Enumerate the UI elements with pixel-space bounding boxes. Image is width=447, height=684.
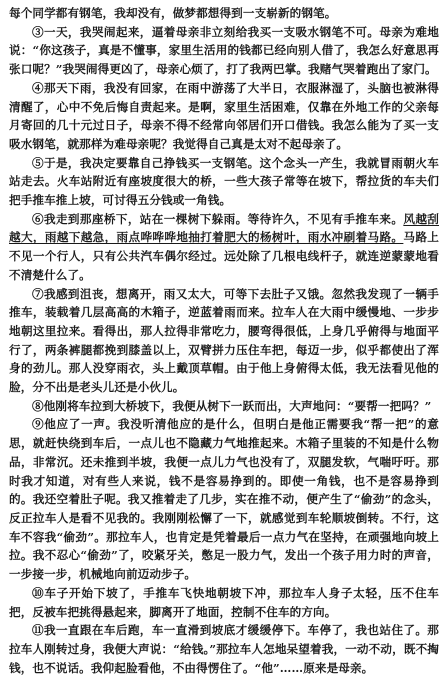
paragraph-text: ⑩车子开始下坡了，手推车飞快地朝坡下冲，那拉车人身子太轻，压不住车把，反被车把挑得悬起来，脚离开了地面，控制不住车的方向。 [9,585,439,619]
paragraph-text: 每个同学都有钢笔，我却没有，做梦都想得到一支崭新的钢笔。 [9,6,337,20]
paragraph-text: ⑧他刚将车拉到大桥坡下，我便从树下一跃而出，大声地问：“要帮一把吗？” [32,398,432,413]
paragraph-text: ⑪我一直跟在车后跑，车一直滑到坡底才缓缓停下。车停了，我也站住了。那拉车人刚转过身，我便大声说：“给钱。”那拉车人怎地呆望着我，一动不动，既不掏钱，也不说话。我仰起脸看他，不由得愣住了。“他”……原来是母亲。 [9,623,439,675]
paragraph-text: ③一天，我哭闹起来，逼着母亲非立刻给我买一支吸水钢笔不可。母亲为难地说：“你这孩子，真是不懂事，家里生活用的钱都已经向别人借了，我怎么好意思再张口呢？”我哭闹得更凶了，母亲心烦了，打了我两巴掌。我赌气哭着跑出了家门。 [9,24,439,77]
paragraph-p2-tail [9,4,439,23]
paragraph-text: ⑤于是，我决定要靠自己挣钱买一支钢笔。这个念头一产生，我就冒雨朝火车站走去。火车站附近有座坡度很大的桥，一些大孩子常等在坡下，帮拉货的车夫们把手推车推上坡，可讨得五分钱或一角钱。 [9,155,439,208]
underlined-sentence: 风越刮越大，雨越下越急，雨点哗哗哗地抽打着肥大的杨树叶，雨水冲刷着马路。 [9,211,439,245]
paragraph-text: 马路上不见一个行人，只有公共汽车偶尔经过。远处除了几根电线杆子，就连逆蒙蒙地看不清楚什么了。 [9,230,439,282]
paragraph-p8 [9,397,439,416]
paragraph-p10 [9,584,439,621]
paragraph-text: ⑦我感到沮丧，想离开，雨又太大，可等下去肚子又饿。忽然我发现了一辆手推车，装载着几层高高的木箱子，逆蓝着雨而来。拉车人在大雨中缓慢地、一步步地朝这里拉来。看得出，那人拉得非常吃力，腰弯得很低，上身几乎俯得与地面平行了，两条裤腿都挽到膝盖以上，双臂拼力压住车把，每迈一步，似乎都使出了浑身的劲儿。那人没穿雨衣，头上戴顶草帽。由于他上身俯得太低，我无法看见他的脸，分不出是老头儿还是小伙儿。 [9,286,439,395]
paragraph-p5 [9,154,439,210]
paragraph-text: ⑨他应了一声。我没听清他应的是什么，但明白是他正需要我“帮一把”的意思，就赶快绕到车后，一点儿也不隐藏力气地推起来。木箱子里装的不知是什么物品，非常沉。还未推到半坡，我便一点儿力气也没有了，双腿发软，气喘吁吁。那时我才知道，对有些人来说，钱不是容易挣到的。即使一角钱，也不是容易挣到的。我还空着肚子呢。我又推着走了几步，实在推不动，便产生了“偷劲”的念头，反正拉车人是看不见我的。我刚刚松懈了一下，就感觉到车轮顺坡倒转。不行，这车不容我“偷劲”。那拉车人，也肯定是凭着最后一点力气在坚持，在顽强地向坡上拉。我不忍心“偷劲”了，咬紧牙关，憋足一股力气，发出一个孩子用力时的声音，一步接一步，机械地向前迈动步子。 [9,417,439,582]
paragraph-p6 [9,210,439,285]
paragraph-p11 [9,621,439,677]
paragraph-text: ④那天下雨，我没有回家，在雨中游荡了大半日，衣服淋湿了，头脑也被淋得清醒了，心中不免后悔自责起来。是啊，家里生活困难，仅靠在外地工作的父亲每月寄回的几十元过日子，母亲不得不经常向邻居们开口借钱。我怎么能为了买一支吸水钢笔，就那样为难母亲呢？我觉得自己真是太对不起母亲了。 [9,80,439,151]
paragraph-p9 [9,415,439,583]
paragraph-text: ⑥我走到那座桥下，站在一棵树下躲雨。等待许久，不见有手推车来。 [32,211,404,226]
paragraph-p3 [9,23,439,79]
paragraph-p7 [9,285,439,397]
paragraph-p4 [9,79,439,154]
